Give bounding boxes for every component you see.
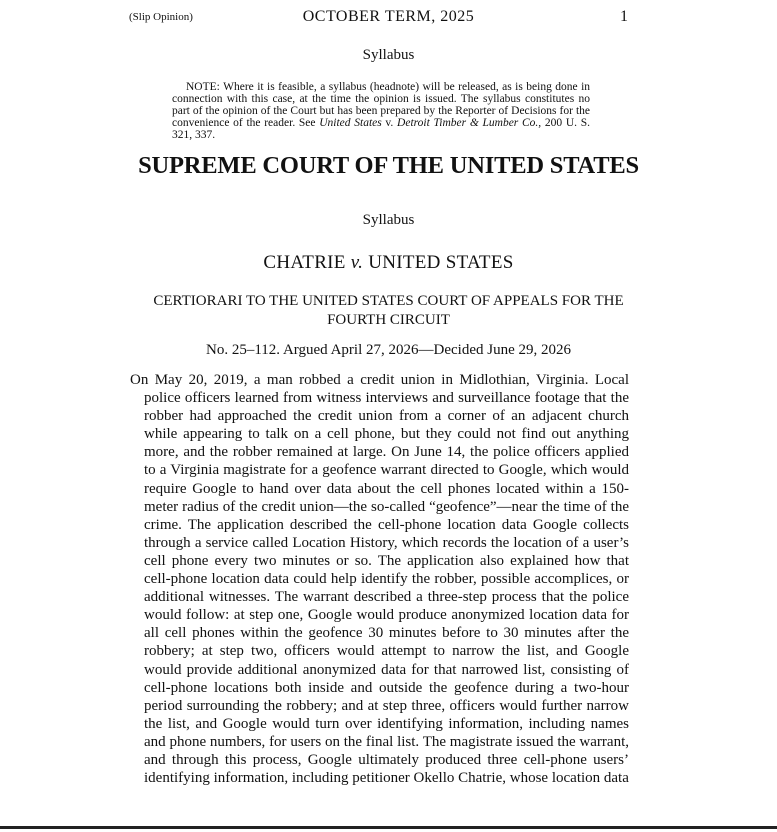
versus-label: v. — [350, 252, 364, 273]
case-caption — [0, 252, 777, 274]
page-number: 1 — [620, 8, 628, 25]
certiorari-line: CERTIORARI TO THE UNITED STATES COURT OF APPEALS FOR THE FOURTH CIRCUIT — [153, 293, 624, 328]
running-header — [0, 8, 777, 28]
note-versus: v. — [381, 117, 398, 129]
note-text: Where it is feasible, a syllabus (headnote) will be released, as is being done in connection with this case, at the time the opinion is issued. The syllabus constitutes no part of the opinion of the Court but has been prepared by the Reporter of Decisions for the convenience of the reader. See — [172, 81, 591, 129]
syllabus-heading: Syllabus — [362, 47, 415, 63]
court-name: SUPREME COURT OF THE UNITED STATES — [138, 152, 639, 179]
headnote-note — [172, 81, 590, 141]
note-cite-party-2: Detroit Timber & Lumber Co., — [397, 117, 542, 129]
body-paragraph: On May 20, 2019, a man robbed a credit union in Midlothian, Virginia. Local police officers learned from witness interviews and surveillance footage that the robber had approached the credit union from a corner of an adjacent church while appearing to talk on a cell phone, but they could not find out anything more, and the robber remained at large. On June 14, the police officers applied to a Virginia magistrate for a geofence warrant directed to Google, which would require Google to hand over data about the cell phones located within a 150-meter radius of the credit union—the so-called “geofence”—near the time of the crime. The application described the cell-phone location data Google collects through a service called Location History, which records the location of a user’s cell phone every two minutes or so. The application also explained how that cell-phone location data could help identify the robber, possible accomplices, or additional witnesses. The warrant described a three-step process that the police would follow: at step one, Google would produce anonymized location data for all cell phones within the geofence 30 minutes before to 30 minutes after the robbery; at step two, officers would attempt to narrow the list, and Google would provide additional anonymized data for that narrowed list, consisting of cell-phone locations both inside and outside the geofence during a two-hour period surrounding the robbery; and at step three, officers would further narrow the list, and Google would turn over identifying information, including names and phone numbers, for users on the final list. The magistrate issued the warrant, and through this process, Google ultimately produced three cell-phone users’ identifying information, including petitioner Okello Chatrie, whose location data — [130, 372, 629, 787]
note-citation: 200 U. S. 321, 337. — [172, 117, 591, 141]
respondent-name: UNITED STATES — [363, 252, 514, 273]
slip-opinion-label: (Slip Opinion) — [129, 11, 193, 23]
syllabus-body — [130, 371, 629, 787]
note-cite-party-1: United States — [319, 117, 382, 129]
note-label: NOTE: — [186, 81, 220, 93]
syllabus-heading-2: Syllabus — [362, 212, 415, 228]
term-heading: OCTOBER TERM, 2025 — [302, 8, 475, 25]
page-bottom-rule — [0, 826, 777, 829]
petitioner-name: CHATRIE — [263, 252, 351, 273]
docket-line: No. 25–112. Argued April 27, 2026—Decided June 29, 2026 — [206, 342, 571, 358]
